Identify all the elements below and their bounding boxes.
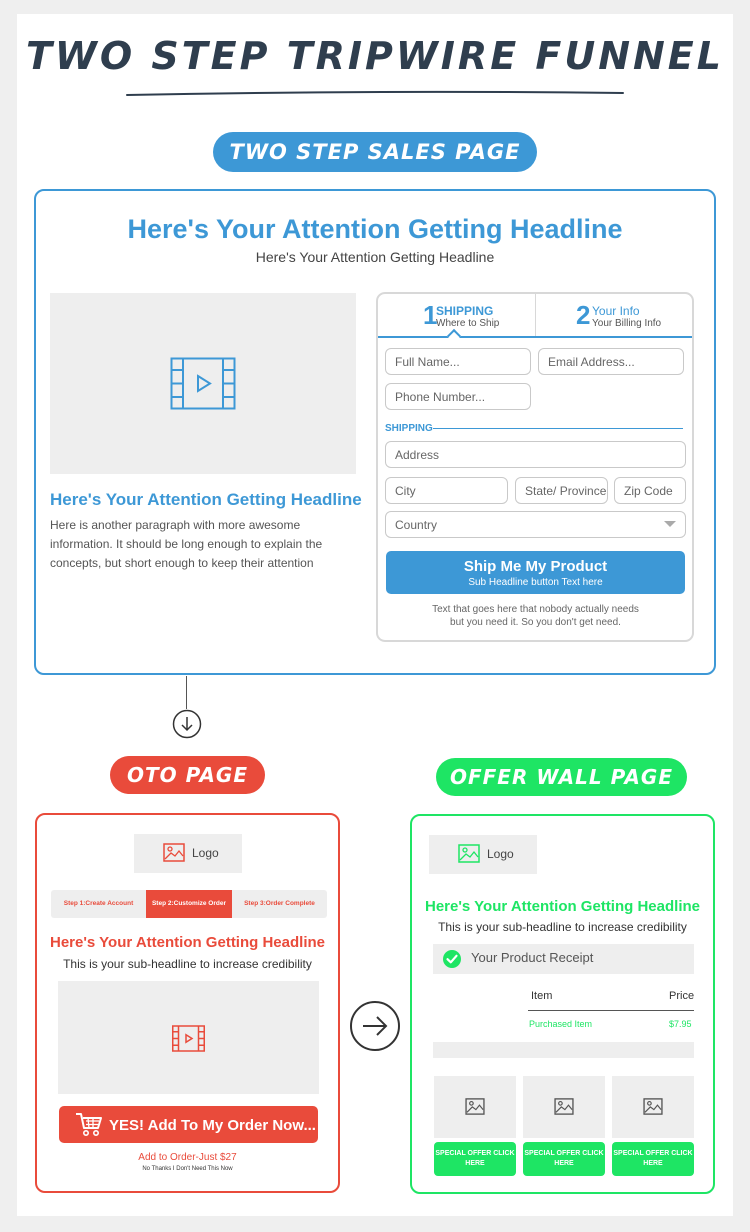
tab-your-info[interactable] [536, 294, 692, 336]
tab-shipping-title: SHIPPING [436, 304, 494, 318]
no-thanks-link[interactable]: No Thanks I Don't Need This Now [142, 1166, 233, 1172]
state-field[interactable]: State/ Province [515, 477, 608, 504]
section-label-offer-wall: OFFER WALL PAGE [436, 758, 687, 796]
fine-print-line-2: but you need it. So you don't get need. [450, 617, 621, 628]
oto-logo [134, 834, 242, 873]
content-paragraph: Here is another paragraph with more awesome information. It should be long enough to explain the concepts, but short enough to keep their attention [50, 518, 323, 570]
step-create-account: Step 1:Create Account [63, 900, 134, 907]
fine-print-line-1: Text that goes here that nobody actually needs [432, 604, 639, 615]
image-icon [465, 1098, 485, 1115]
shipping-section-label: SHIPPING [385, 423, 433, 434]
tab-info-title: Your Info [592, 304, 640, 318]
wall-logo-text: Logo [487, 847, 514, 861]
sales-subheadline: Here's Your Attention Getting Headline [255, 249, 495, 265]
receipt-footer-bar [433, 1042, 694, 1058]
check-icon [443, 950, 461, 968]
add-to-order-label: YES! Add To My Order Now... [109, 1117, 316, 1134]
email-field[interactable]: Email Address... [538, 348, 684, 375]
receipt-column-item: Item [531, 990, 553, 1002]
full-name-field[interactable]: Full Name... [385, 348, 531, 375]
ship-button-label: Ship Me My Product [463, 558, 608, 575]
section-label-sales: TWO STEP SALES PAGE [213, 132, 537, 172]
cart-icon [75, 1111, 103, 1137]
special-offer-button-1[interactable]: SPECIAL OFFER CLICK HERE [434, 1142, 516, 1176]
special-offer-button-2[interactable]: SPECIAL OFFER CLICK HERE [523, 1142, 605, 1176]
image-icon [643, 1098, 663, 1115]
tab-info-subtitle: Your Billing Info [592, 318, 662, 329]
page-title: TWO STEP TRIPWIRE FUNNEL [26, 34, 724, 78]
fine-print [386, 603, 685, 629]
tab-shipping-subtitle: Where to Ship [436, 318, 500, 329]
phone-field[interactable]: Phone Number... [385, 383, 531, 410]
section-label-oto: OTO PAGE [110, 756, 265, 794]
country-select[interactable]: Country [385, 511, 686, 538]
receipt-column-price: Price [669, 990, 695, 1002]
offer-image-3[interactable] [612, 1076, 694, 1138]
city-field[interactable]: City [385, 477, 508, 504]
special-offer-button-3[interactable]: SPECIAL OFFER CLICK HERE [612, 1142, 694, 1176]
tab-shipping-number: 1 [423, 300, 438, 330]
oto-headline: Here's Your Attention Getting Headline [50, 934, 325, 951]
tab-info-number: 2 [576, 300, 591, 330]
image-icon [554, 1098, 574, 1115]
sales-headline: Here's Your Attention Getting Headline [127, 214, 623, 244]
ship-product-button[interactable] [386, 551, 685, 594]
receipt-title: Your Product Receipt [471, 950, 594, 965]
video-icon [172, 1025, 205, 1052]
content-headline: Here's Your Attention Getting Headline [50, 490, 362, 509]
receipt-row-price: $7.95 [669, 1019, 692, 1029]
oto-logo-text: Logo [192, 846, 219, 860]
chevron-down-icon [664, 521, 676, 527]
receipt-divider [528, 1010, 694, 1011]
image-icon [458, 844, 480, 863]
title-underline [125, 90, 625, 98]
shipping-divider [433, 428, 683, 429]
receipt-row-item: Purchased Item [529, 1019, 593, 1029]
oto-subheadline: This is your sub-headline to increase credibility [63, 957, 312, 971]
wall-headline: Here's Your Attention Getting Headline [425, 898, 700, 915]
tab-shipping[interactable] [378, 294, 535, 336]
step-order-complete: Step 3:Order Complete [244, 900, 315, 907]
arrow-right-icon [349, 1000, 401, 1052]
step-customize-order: Step 2:Customize Order [146, 890, 232, 918]
wall-logo [429, 835, 537, 874]
wall-subheadline: This is your sub-headline to increase credibility [438, 920, 687, 934]
add-to-order-price[interactable]: Add to Order-Just $27 [138, 1152, 237, 1163]
address-field[interactable]: Address [385, 441, 686, 468]
arrow-down-icon [172, 709, 202, 739]
flow-connector-line [186, 676, 187, 709]
offer-image-2[interactable] [523, 1076, 605, 1138]
ship-button-sublabel: Sub Headline button Text here [468, 577, 603, 588]
zip-field[interactable]: Zip Code [614, 477, 686, 504]
image-icon [163, 843, 185, 862]
video-icon [170, 357, 236, 410]
tab-underline [378, 336, 692, 338]
offer-image-1[interactable] [434, 1076, 516, 1138]
